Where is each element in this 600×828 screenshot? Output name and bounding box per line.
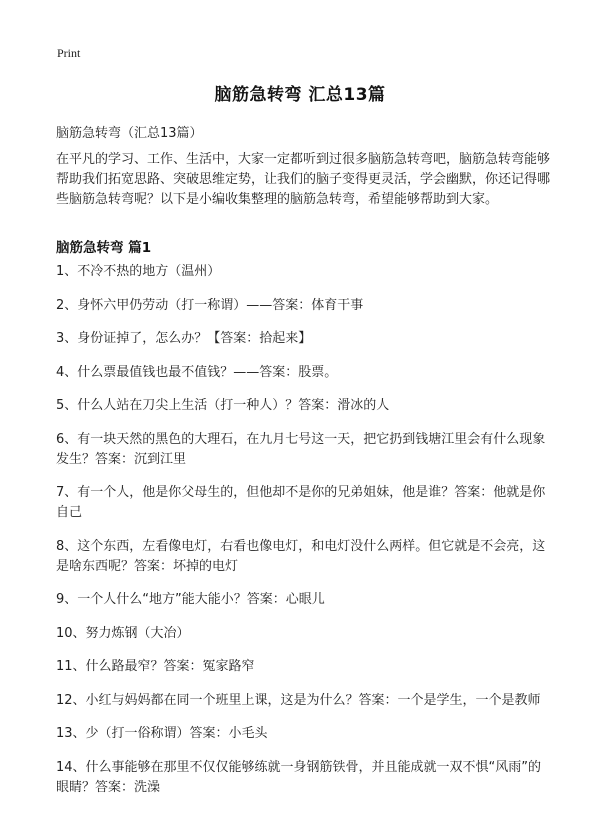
list-item: 6、有一块天然的黑色的大理石，在九月七号这一天，把它扔到钱塘江里会有什么现象发生？答案：沉到江里: [56, 431, 546, 467]
page-title: 脑筋急转弯 汇总13篇: [214, 85, 386, 105]
list-item: 11、什么路最窄？答案：冤家路窄: [56, 659, 255, 674]
list-item: 12、小红与妈妈都在同一个班里上课，这是为什么？答案：一个是学生，一个是教师: [56, 692, 541, 708]
intro-paragraph: 在平凡的学习、工作、生活中，大家一定都听到过很多脑筋急转弯吧，脑筋急转弯能够帮助我们拓宽思路、突破思维定势，让我们的脑子变得更灵活，学会幽默，你还记得哪些脑筋急转弯呢？以下是小编收集整理的脑筋急转弯，希望能够帮助到大家。: [56, 152, 551, 207]
riddle-list: [56, 262, 551, 811]
list-item: 3、身份证掉了，怎么办？【答案：拾起来】: [56, 331, 312, 346]
list-item: 14、什么事能够在那里不仅仅能够练就一身钢筋铁骨，并且能成就一双不惧“风雨”的眼睛？答案：洗澡: [56, 759, 542, 795]
section-heading: 脑筋急转弯 篇1: [56, 240, 152, 256]
subtitle: 脑筋急转弯（汇总13篇）: [56, 126, 203, 141]
list-item: 2、身怀六甲仍劳动（打一称谓）——答案：体育干事: [56, 297, 364, 313]
list-item: 8、这个东西，左看像电灯，右看也像电灯，和电灯没什么两样。但它就是不会亮，这是啥东西呢？答案：坏掉的电灯: [56, 538, 546, 574]
print-label: Print: [57, 46, 81, 60]
list-item: 4、什么票最值钱也最不值钱？——答案：股票。: [56, 364, 338, 380]
list-item: 9、一个人什么“地方”能大能小？答案：心眼儿: [56, 592, 325, 607]
list-item: 10、努力炼钢（大冶）: [56, 625, 190, 641]
list-item: 5、什么人站在刀尖上生活（打一种人）？答案：滑冰的人: [56, 398, 390, 413]
list-item: 7、有一个人，他是你父母生的，但他却不是你的兄弟姐妹，他是谁？答案：他就是你自己: [56, 485, 546, 520]
list-item: 1、不冷不热的地方（温州）: [56, 264, 221, 279]
list-item: 13、少（打一俗称谓）答案：小毛头: [56, 726, 268, 741]
